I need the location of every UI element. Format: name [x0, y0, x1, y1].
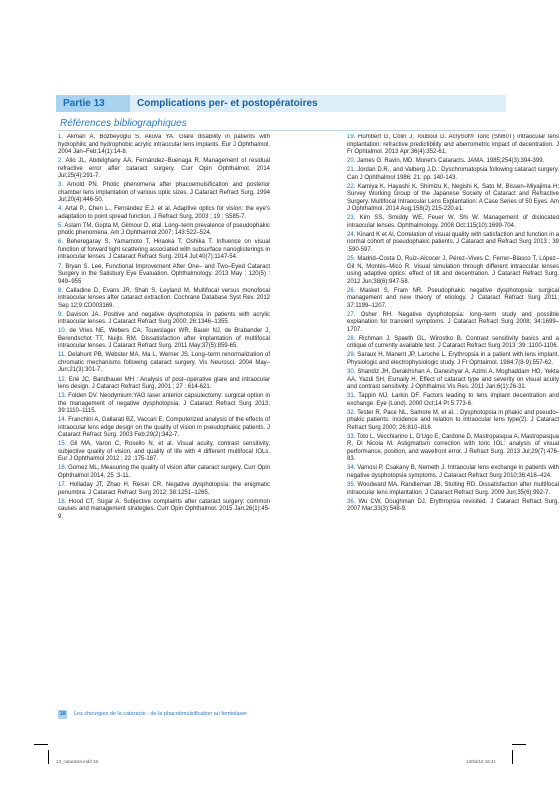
reference-text: Kamiya K, Hayashi K, Shimizu K, Negishi K, Sato M, Bissen–Miyajima H; Survey Working Group of the Japanese Society of Cataract and Refractive Surgery. Multifocal Intraocular Lens Explantation: A Case Series of 50 Eyes. Am J Ophthalmol. 2014 Aug;158(2):215-220.e1.	[347, 183, 559, 213]
reference-number: 24.	[347, 231, 356, 238]
reference-item	[347, 393, 559, 408]
reference-text: Gil MA, Varon C, Rosello N, et al. Visual acuity, contrast sensitivity, subjective quality of vision, and quality of life with 4 different multifocal IOLs. Eur J Ophthalmol 2012 ; 22 :175-187.	[58, 441, 270, 463]
reference-item	[58, 482, 270, 497]
reference-item	[58, 182, 270, 205]
reference-number: 19.	[347, 134, 356, 140]
crop-mark	[512, 744, 526, 745]
reference-number: 22.	[347, 183, 356, 190]
reference-text: Erié JC, Bandhauer MH : Analysis of post–operative glare and intraocular lens design. J Cataract Refract Surg, 2001 ; 27 : 614-621.	[58, 376, 270, 391]
reference-item	[58, 328, 270, 351]
reference-item	[58, 239, 270, 262]
reference-number: 15.	[58, 441, 67, 448]
section-title: Références bibliographiques	[60, 118, 187, 129]
reference-item	[347, 158, 559, 166]
reference-text: Tappin MJ, Larkin DF. Factors leading to lens implant decentration and exchange. Eye (Lond). 2000 Oct;14 Pt 5:773-6.	[347, 393, 559, 407]
reference-number: 14.	[58, 417, 67, 424]
references-right-column	[347, 134, 559, 632]
reference-number: 1.	[58, 134, 64, 140]
reference-text: James G. Ravin, MD. Monet's Cataracts. JAMA. 1985;254(3):394-399.	[355, 158, 545, 165]
reference-text: Folden DV. Neodymium:YAG laser anterior capsulectomy: surgical option in the management of negative dysphotopsia. J Cataract Refract Surg 2013; 39:1110–1115.	[58, 393, 270, 415]
reference-number: 11.	[58, 352, 66, 359]
crop-mark	[34, 744, 48, 745]
reference-item	[347, 369, 559, 392]
reference-item	[58, 288, 270, 311]
reference-text: Holladay JT, Zhao H, Reisin CR. Negative dysphotopsia: the enigmatic penumbra. J Cataract Refract Surg 2012; 38:1251–1265.	[58, 482, 270, 496]
reference-text: de Vries NE, Webers CA, Touwslager WR, Bauer NJ, de Brabander J, Berendschot TT, Nuijts RM. Dissatisfaction after implantation of multifocal intraocular lenses. J Cataract Refract Surg. 2011 May;37(5):859-65.	[58, 328, 270, 350]
reference-item	[347, 288, 559, 311]
reference-text: Toto L, Vecchiarino L, D'Ugo E, Cardone D, Mastropasqua A, Mastropasqua R, Di Nicola M. Astigmatism correction with toric IOL: analysis of visual performance, position, and wavefront error. J Refract Surg. 2013 Jul;29(7):476-83.	[347, 433, 559, 463]
reference-text: Jordan D.R., and Valberg J.D.: Dyschromatopsia following cataract surgery. Can J Ophthalmol 1986; 21: pp. 140-143.	[347, 167, 559, 181]
reference-item	[58, 417, 270, 440]
reference-text: Aslam TM, Gupta M, Gilmour D, etal. Long–term prevalence of pseudophakic photic phenomena. Am J Ophthalmol 2007; 143:522–524.	[58, 222, 270, 237]
reference-item	[347, 410, 559, 433]
part-label: Partie 13	[63, 98, 105, 109]
reference-number: 28.	[347, 335, 356, 342]
reference-text: Osher RH. Negative dysphotopsia: long–term study and possible explanation for transient symptoms. J Cataract Refract Surg 2008; 34:1699–1707.	[347, 311, 559, 333]
running-title: Les chirurgies de la cataracte : de la phacoémulsification au femtolaser	[74, 711, 248, 717]
reference-item	[58, 312, 270, 327]
reference-item	[347, 352, 559, 367]
references-left-column	[58, 134, 270, 632]
reference-number: 27.	[347, 311, 356, 318]
reference-item	[58, 393, 270, 416]
reference-item	[58, 206, 270, 221]
reference-item	[58, 158, 270, 181]
reference-text: Woodward MA, Randleman JB, Stulting RD. Dissatisfaction after multifocal intraocular lens implantation. J Cataract Refract Surg. 2009 Jun;35(6):992-7.	[347, 482, 559, 496]
reference-number: 8.	[58, 287, 64, 294]
reference-text: Shandiz JH, Derakhshan A, Daneshyar A, Azimi A, Moghaddam HO, Yekta AA, Yazdi SH, Esmaily H. Effect of cataract type and severity on visual acuity and contrast sensitivity. J Ophthalmic Vis Res. 2011 Jan;6(1):26-31.	[347, 369, 559, 391]
reference-item	[347, 256, 559, 286]
reference-item	[58, 134, 270, 157]
reference-number: 13.	[58, 393, 67, 400]
reference-text: Davison JA. Positive and negative dysphotopsia in patients with acrylic intraocular lenses. J Cataract Refract Surg 2000; 26:1346–1355.	[58, 311, 270, 326]
reference-text: Calladine D, Evans JR, Shah S, Leyland M. Multifocal versus monofocal intraocular lenses after cataract extraction. Cochrane Database Syst Rev. 2012 Sep 12;9:CD003169.	[58, 287, 270, 309]
reference-item	[58, 499, 270, 522]
reference-text: Arnold PN. Photic phenomena after phacoemulsification and posterior chamber lens implantation of various optic sizes. J Cataract Refract Surg. 1994 Jul;20(4):446-50.	[58, 182, 270, 204]
reference-number: 33.	[347, 433, 356, 440]
reference-item	[58, 352, 270, 375]
reference-text: Artal P., Chen L., Fernández E.J. et al. Adaptive optics for vision: the eye's adaptation to point spread function. J Refract Surg, 2003 ; 19 : S585-7.	[58, 206, 270, 220]
reference-number: 23.	[347, 215, 356, 222]
reference-item	[347, 434, 559, 464]
reference-text: Richman J, Spaeth GL, Wirostko B. Contrast sensitivity basics and a critique of currently available test. J Cataract Refract Surg 2013 ;39 :1100-1106.	[347, 335, 559, 350]
reference-item	[347, 184, 559, 214]
reference-number: 12.	[58, 376, 67, 383]
reference-item	[58, 223, 270, 238]
reference-item	[347, 167, 559, 182]
reference-text: Bryan S. Lee, Functional Improvement After One– and Two–Eyed Cataract Surgery in the Salisbury Eye Evaluation. Ophthalmology. 2013 May ; 120(5) : 949–955	[58, 263, 270, 285]
reference-text: Akman A, Bozbeyoglu S, Akova YA. Glare disability in patients with hydrophilic and hydrophobic acrylic intraocular lens implants. Eur J Ophthalmol. 2004 Jan–Feb;14(1):14-8.	[58, 134, 270, 155]
print-file-mark: 13_cataracte.indd 18	[56, 759, 99, 764]
page-number: 18	[59, 711, 66, 717]
reference-number: 36.	[347, 498, 356, 505]
reference-number: 32.	[347, 409, 356, 416]
section-divider	[58, 130, 506, 131]
reference-number: 25.	[347, 256, 356, 263]
reference-number: 3.	[58, 182, 64, 189]
reference-text: Kinard K et Al, Correlation of visual quality with satisfaction and function in a normal cohort of pseudophakic patients. J Cataract and Refract Surg 2013 ; 39 :590-597.	[347, 231, 559, 253]
reference-number: 21.	[347, 167, 356, 174]
reference-text: Kim SS, Smiddy WE, Feuer W, Shi W. Management of dislocated intraocular lenses. Ophthalmology. 2008 Oct;115(10):1699-704.	[347, 215, 559, 229]
reference-number: 7.	[58, 263, 64, 270]
reference-text: Masket S, Fram NR. Pseudophakic negative dysphotopsia: surgical management and new theory of etiology. J Cataract Refract Surg 2011; 37:1199–1207.	[347, 287, 559, 309]
reference-number: 6.	[58, 239, 64, 246]
reference-item	[347, 499, 559, 514]
reference-text: Gomez ML, Measuring the quality of vision after cataract surgery, Curr Opin Ophthalmol 2014, 25 :3-11.	[58, 465, 270, 479]
print-datetime-mark: 13/04/16 16:41	[466, 759, 497, 764]
reference-number: 2.	[58, 158, 64, 165]
reference-number: 17.	[58, 482, 67, 488]
reference-number: 5.	[58, 222, 64, 229]
reference-number: 4.	[58, 206, 64, 213]
reference-item	[58, 465, 270, 480]
reference-item	[58, 264, 270, 287]
reference-number: 26.	[347, 287, 356, 294]
reference-number: 29.	[347, 352, 356, 359]
reference-item	[347, 482, 559, 497]
reference-text: Tester R, Pace NL, Samore M, et al. : Dysphotopsia in phakic and pseudo–phakic patients: incidence and relation to intraocular lens type(2). J Cataract Refract Surg 2000; 26:810–816.	[347, 409, 559, 431]
reference-text: Vamosi P, Csakany B, Nemeth J. Intraocular lens exchange in patients with negative dysphotopsia symptoms. J Cataract Refract Surg 2010;36:418–424.	[347, 465, 559, 479]
reference-text: Saraux H, Manent JP, Laroche L. Erythropsia in a patient with lens implant. Physiologic and electrophysiologic study. J Fr Ophtalmol. 1984;7(8-9):557-62.	[347, 352, 559, 366]
reference-item	[347, 336, 559, 351]
reference-number: 31.	[347, 393, 356, 400]
reference-text: Delahunt PB, Webster MA, Ma L, Werner JS. Long–term renormalization of chromatic mechanisms following cataract surgery. Vis Neurosci. 2004 May–Jun;21(3):301-7.	[58, 352, 270, 374]
reference-item	[58, 377, 270, 392]
reference-text: Franchini A, Gallarati BZ, Vaccari E. Computerized analysis of the effects of intraocular lens edge design on the quality of vision in pseudophakic patients. J Cataract Refract Surg. 2003 Feb;29(2):342-7.	[58, 417, 270, 439]
reference-number: 34.	[347, 465, 356, 472]
reference-number: 16.	[58, 465, 67, 472]
crop-mark	[48, 750, 49, 764]
reference-text: Wu CW, Doughman DJ. Erythropsia revisited. J Cataract Refract Surg. 2007 Mar;33(3):548-9.	[347, 498, 559, 513]
reference-text: Hood CT, Sugar A. Subjective complaints after cataract surgery: common causes and management strategies. Curr Opin Ophthalmol. 2015 Jan;26(1):45-9.	[58, 498, 270, 520]
reference-number: 20.	[347, 158, 356, 165]
reference-item	[58, 441, 270, 464]
reference-text: Humbert G, Colin J, Touboul D. AcrySof® Toric (SN60T) intraocular lens implantation: refractive predictibility and aberrometric impact of decentration. J Fr Ophtalmol. 2013 Apr;36(4):352-61.	[347, 134, 559, 155]
reference-text: Madrid–Costa D, Ruiz–Alcocer J, Pérez–Vives C, Ferrer–Blasco T, López–Gil N, Montés–Micó R. Visual simulation through different intraocular lenses using adaptive optics: effect of tilt and decentration. J Cataract Refract Surg. 2012 Jun;38(6):947-58.	[347, 256, 559, 285]
crop-mark	[512, 750, 513, 764]
reference-item	[347, 232, 559, 255]
reference-item	[347, 134, 559, 157]
reference-item	[347, 312, 559, 335]
reference-number: 30.	[347, 369, 356, 376]
reference-item	[347, 215, 559, 230]
reference-text: Beheregaray S, Yamamoto T, Hiraoka T, Oshika T. Influence on visual function of forward light scattering associated with subsurface nanoglisterings in intraocular lenses. J Cataract Refract Surg. 2014 Jul;40(7):1147-54.	[58, 239, 270, 261]
reference-text: Alio JL, Abdelghany AA, Fernández–Buenaga R. Management of residual refractive error after cataract surgery. Curr Opin Ophthalmol. 2014 Jul;25(4):291-7.	[58, 158, 270, 180]
reference-number: 10.	[58, 328, 67, 335]
reference-number: 9.	[58, 311, 64, 318]
reference-item	[347, 465, 559, 480]
chapter-title: Complications per- et postopératoires	[137, 98, 318, 109]
reference-number: 18.	[58, 498, 67, 505]
reference-number: 35.	[347, 482, 356, 488]
